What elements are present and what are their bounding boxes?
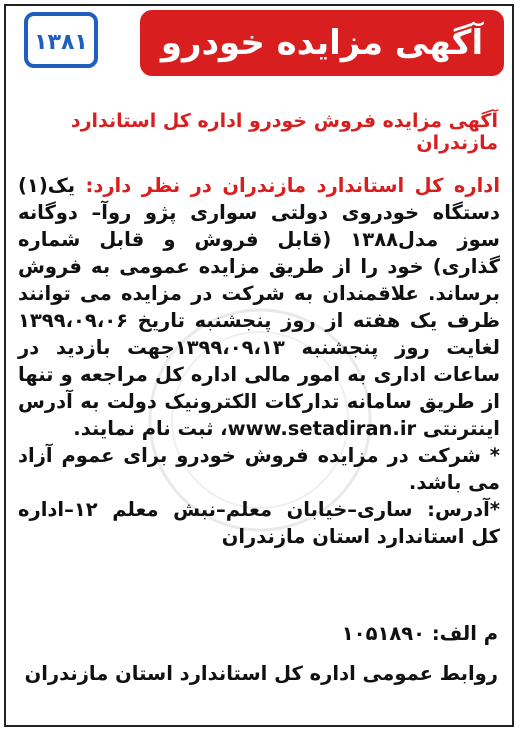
logo <box>24 12 98 68</box>
notice-body <box>18 172 500 550</box>
body-para1-end: ، ثبت نام نمایند. <box>73 417 228 440</box>
body-paragraph-2: * شرکت در مزایده فروش خودرو برای عموم آزاد می باشد. <box>18 444 500 494</box>
reference-number: م الف: ۱۰۵۱۸۹۰ <box>341 622 498 645</box>
notice-subtitle: آگهی مزایده فروش خودرو اداره کل استاندارد مازندران <box>70 110 498 154</box>
body-lead: اداره کل استاندارد مازندران در نظر دارد: <box>85 174 500 197</box>
body-para1-text: یک(۱) دستگاه خودروی دولتی سواری پژو روآ– دوگانه سوز مدل۱۳۸۸ (قابل فروش و قابل شماره گذاری) خود را از طریق مزایده عمومی به فروش برساند. علاقمندان به شرکت در مزایده می توانند ظرف یک هفته از روز پنجشنبه تاریخ ۱۳۹۹،۰۹،۰۶ لغایت روز پنجشنبه ۱۳۹۹،۰۹،۱۳جهت بازدید در ساعات اداری به امور مالی اداره کل مراجعه و تنها از طریق سامانه تدارکات الکترونیک دولت به آدرس اینترنتی <box>18 174 500 440</box>
website-url[interactable]: www.setadiran.ir <box>227 417 417 440</box>
logo-icon <box>30 18 92 62</box>
body-paragraph-1 <box>18 172 500 442</box>
svg-text:۱۳۸۱: ۱۳۸۱ <box>34 30 88 55</box>
signature-line: روابط عمومی اداره کل استاندارد استان مازندران <box>24 662 498 685</box>
body-paragraph-3: *آدرس: ساری–خیابان معلم–نبش معلم ۱۲–اداره کل استاندارد استان مازندران <box>18 498 500 548</box>
header-title: آگهی مزایده خودرو <box>160 23 484 63</box>
header-banner <box>140 10 504 76</box>
